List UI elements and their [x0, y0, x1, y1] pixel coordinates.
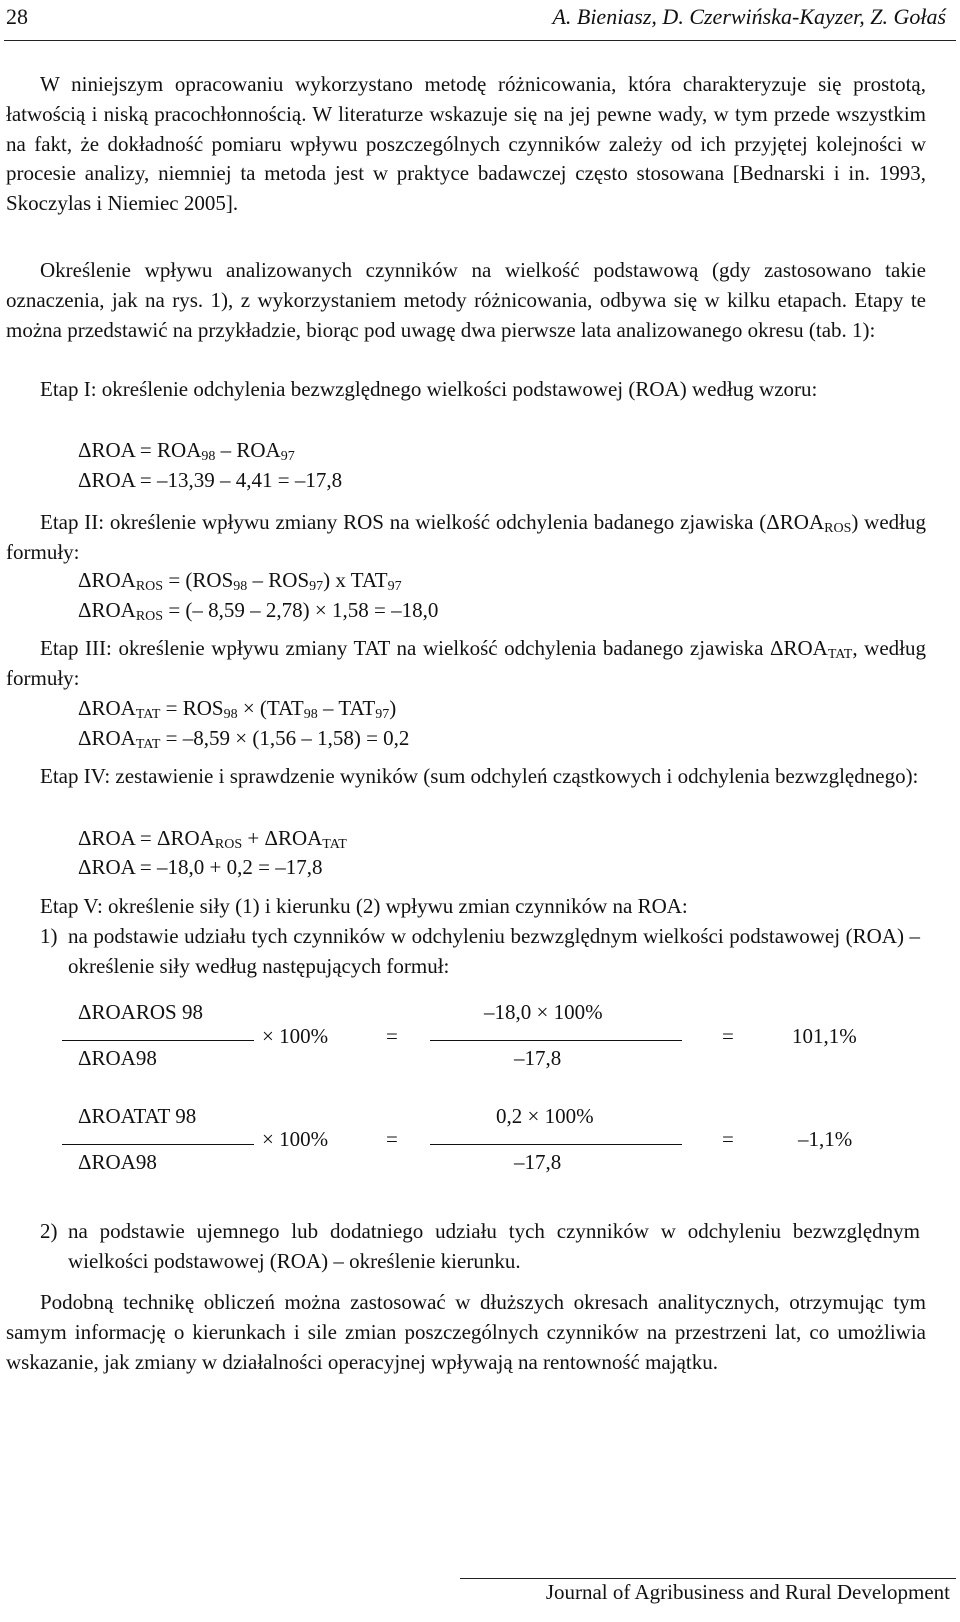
list-text: na podstawie udziału tych czynników w odchyleniu bezwzględnym wielkości podstawowej (ROA) – określenie siły według następujących formuł: [68, 924, 920, 978]
paragraph-method: W niniejszym opracowaniu wykorzystano metodę różnicowania, która charakteryzuje się prostotą, łatwością i niską pracochłonnością. W literaturze wskazuje się na jej pewne wady, w tym przede wszystkim na fakt, że dokładność pomiaru wpływu poszczególnych czynników zależy od ich przyjętej kolejności w procesie analizy, niemniej ta metoda jest w praktyce badawczej często stosowana [Bednarski i in. 1993, Skoczylas i Niemiec 2005]. [6, 72, 926, 216]
equation-4b: ΔROA = –18,0 + 0,2 = –17,8 [78, 855, 323, 879]
fraction-2-numerator: ΔROATAT 98 [78, 1104, 197, 1128]
fraction-2-equals: = [386, 1127, 398, 1151]
equation-4a: $\Delta ROA = \Delta ROA_{ROS} + \Delta ROA_{TAT}$ [78, 826, 347, 852]
fraction-2-equals-2: = [722, 1127, 734, 1151]
page-number: 28 [6, 4, 28, 29]
stage-1-text: Etap I: określenie odchylenia bezwzględnego wielkości podstawowej (ROA) według wzoru: [40, 377, 818, 401]
equation-2b: $\Delta ROA_{ROS}$ = (– 8,59 – 2,78) × 1,58 = –18,0 [78, 598, 439, 624]
fraction-2-bar [62, 1144, 254, 1145]
list-number: 1) [40, 924, 58, 948]
fraction-2-denominator: ΔROA98 [78, 1150, 157, 1174]
list-text: na podstawie ujemnego lub dodatniego udziału tych czynników w odchyleniu bezwzględnym wielkości podstawowej (ROA) – określenie kierunku. [68, 1219, 920, 1273]
fraction-1-numerator: ΔROAROS 98 [78, 1000, 203, 1024]
fraction-1b-denominator: –17,8 [514, 1046, 562, 1070]
fraction-2-result: –1,1% [798, 1127, 853, 1151]
paragraph-stages: Określenie wpływu analizowanych czynników na wielkość podstawową (gdy zastosowano takie oznaczenia, jak na rys. 1), z wykorzystaniem metody różnicowania, odbywa się w kilku etapach. Etapy te można przedstawić na przykładzie, biorąc pod uwagę dwa pierwsze lata analizowanego okresu (tab. 1): [6, 258, 926, 342]
fraction-2b-bar [430, 1144, 682, 1145]
equation-3b: $\Delta ROA_{TAT} = -8,59 \times (1,56 - 1,58) = 0,2$ [78, 726, 410, 752]
header-rule [4, 40, 956, 41]
fraction-1-result: 101,1% [792, 1024, 857, 1048]
stage-4-text: Etap IV: zestawienie i sprawdzenie wyników (sum odchyleń cząstkowych i odchylenia bezwzględnego): [40, 764, 919, 788]
stage-5-text: Etap V: określenie siły (1) i kierunku (2) wpływu zmian czynników na ROA: [40, 894, 688, 918]
equation-1b: ΔROA = –13,39 – 4,41 = –17,8 [78, 468, 343, 492]
fraction-2b-numerator: 0,2 × 100% [496, 1104, 594, 1128]
fraction-1-times: × 100% [262, 1024, 329, 1048]
equation-1a: $\Delta ROA = ROA_{98} - ROA_{97}$ [78, 438, 295, 464]
list-item-1 [40, 922, 920, 981]
stage-3-text: Etap III: określenie wpływu zmiany TAT na wielkość odchylenia badanego zjawiska $\Delta ROA_{TAT}$, według formuły: [6, 636, 927, 690]
journal-name: Journal of Agribusiness and Rural Development [545, 1580, 950, 1604]
fraction-2b-denominator: –17,8 [514, 1150, 562, 1174]
paragraph-conclusion: Podobną technikę obliczeń można zastosować w dłuższych okresach analitycznych, otrzymując tym samym informację o kierunkach i sile zmian poszczególnych czynników na przestrzeni lat, co umożliwia wskazanie, jak zmiany w działalności operacyjnej wpływają na rentowność majątku. [6, 1290, 926, 1374]
list-number: 2) [40, 1219, 58, 1243]
fraction-1b-numerator: –18,0 × 100% [484, 1000, 603, 1024]
stage-2-text: Etap II: określenie wpływu zmiany ROS na wielkość odchylenia badanego zjawiska $(\Delta ROA_{ROS})$ według formuły: [6, 510, 926, 564]
footer-rule [460, 1578, 956, 1579]
running-authors: A. Bieniasz, D. Czerwińska-Kayzer, Z. Gołaś [552, 4, 946, 29]
fraction-1-denominator: ΔROA98 [78, 1046, 157, 1070]
fraction-1-bar [62, 1040, 254, 1041]
fraction-2-times: × 100% [262, 1127, 329, 1151]
equation-2a: $\Delta ROA_{ROS} = (ROS_{98} - ROS_{97})$ x $TAT_{97}$ [78, 568, 402, 594]
fraction-1b-bar [430, 1040, 682, 1041]
fraction-1-equals-2: = [722, 1024, 734, 1048]
page-header [6, 4, 954, 34]
equation-3a: $\Delta ROA_{TAT} = ROS_{98} \times (TAT_{98} - TAT_{97})$ [78, 696, 397, 722]
list-item-2 [40, 1217, 920, 1276]
fraction-1-equals: = [386, 1024, 398, 1048]
